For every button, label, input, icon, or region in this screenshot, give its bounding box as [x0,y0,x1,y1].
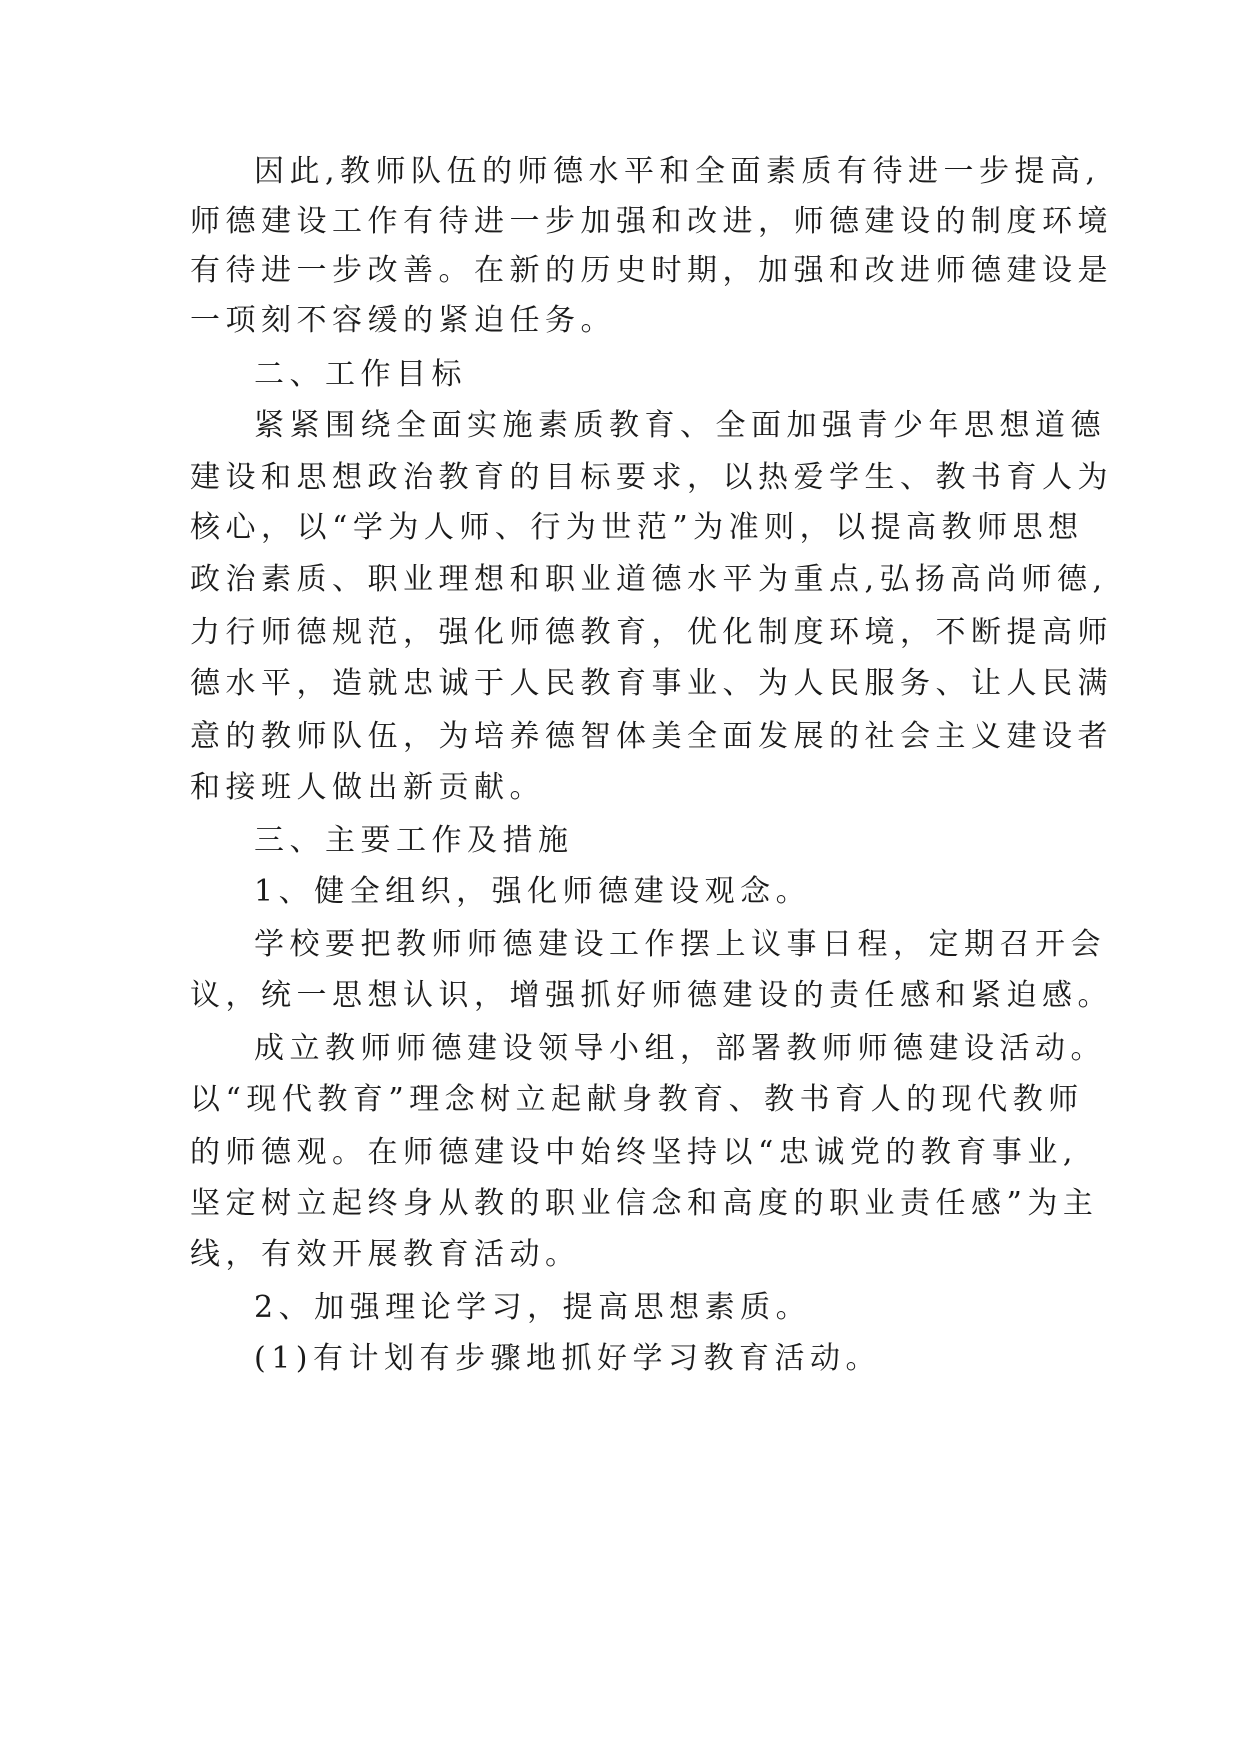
list-item: (1)有计划有步骤地抓好学习教育活动。 [254,1341,881,1376]
paragraph-line: 德水平，造就忠诚于人民教育事业、为人民服务、让人民满 [190,666,1113,701]
paragraph-line: 政治素质、职业理想和职业道德水平为重点,弘扬高尚师德, [190,562,1108,597]
paragraph-line: 师德建设工作有待进一步加强和改进，师德建设的制度环境 [190,204,1113,239]
paragraph-line: 议，统一思想认识，增强抓好师德建设的责任感和紧迫感。 [190,978,1113,1013]
paragraph-line: 线，有效开展教育活动。 [190,1237,581,1272]
paragraph-line: 紧紧围绕全面实施素质教育、全面加强青少年思想道德 [254,408,1106,443]
paragraph-line: 以“现代教育”理念树立起献身教育、教书育人的现代教师 [190,1082,1084,1117]
paragraph-line: 有待进一步改善。在新的历史时期，加强和改进师德建设是 [190,253,1113,288]
section-heading: 三、主要工作及措施 [254,823,574,858]
paragraph-line: 的师德观。在师德建设中始终坚持以“忠诚党的教育事业, [190,1135,1078,1170]
paragraph-line: 坚定树立起终身从教的职业信念和高度的职业责任感”为主 [190,1186,1099,1221]
paragraph-line: 建设和思想政治教育的目标要求，以热爱学生、教书育人为 [190,460,1113,495]
subsection-heading: 1、健全组织，强化师德建设观念。 [254,874,812,909]
paragraph-line: 意的教师队伍，为培养德智体美全面发展的社会主义建设者 [190,719,1113,754]
section-heading: 二、工作目标 [254,357,467,392]
subsection-heading: 2、加强理论学习，提高思想素质。 [254,1290,812,1325]
paragraph-line: 因此,教师队伍的师德水平和全面素质有待进一步提高, [254,154,1101,189]
paragraph-line: 和接班人做出新贡献。 [190,770,545,805]
paragraph-line: 成立教师师德建设领导小组，部署教师师德建设活动。 [254,1031,1106,1066]
paragraph-line: 力行师德规范，强化师德教育，优化制度环境，不断提高师 [190,615,1113,650]
paragraph-line: 学校要把教师师德建设工作摆上议事日程，定期召开会 [254,927,1106,962]
paragraph-line: 一项刻不容缓的紧迫任务。 [190,303,616,338]
paragraph-line: 核心，以“学为人师、行为世范”为准则，以提高教师思想 [190,510,1084,545]
